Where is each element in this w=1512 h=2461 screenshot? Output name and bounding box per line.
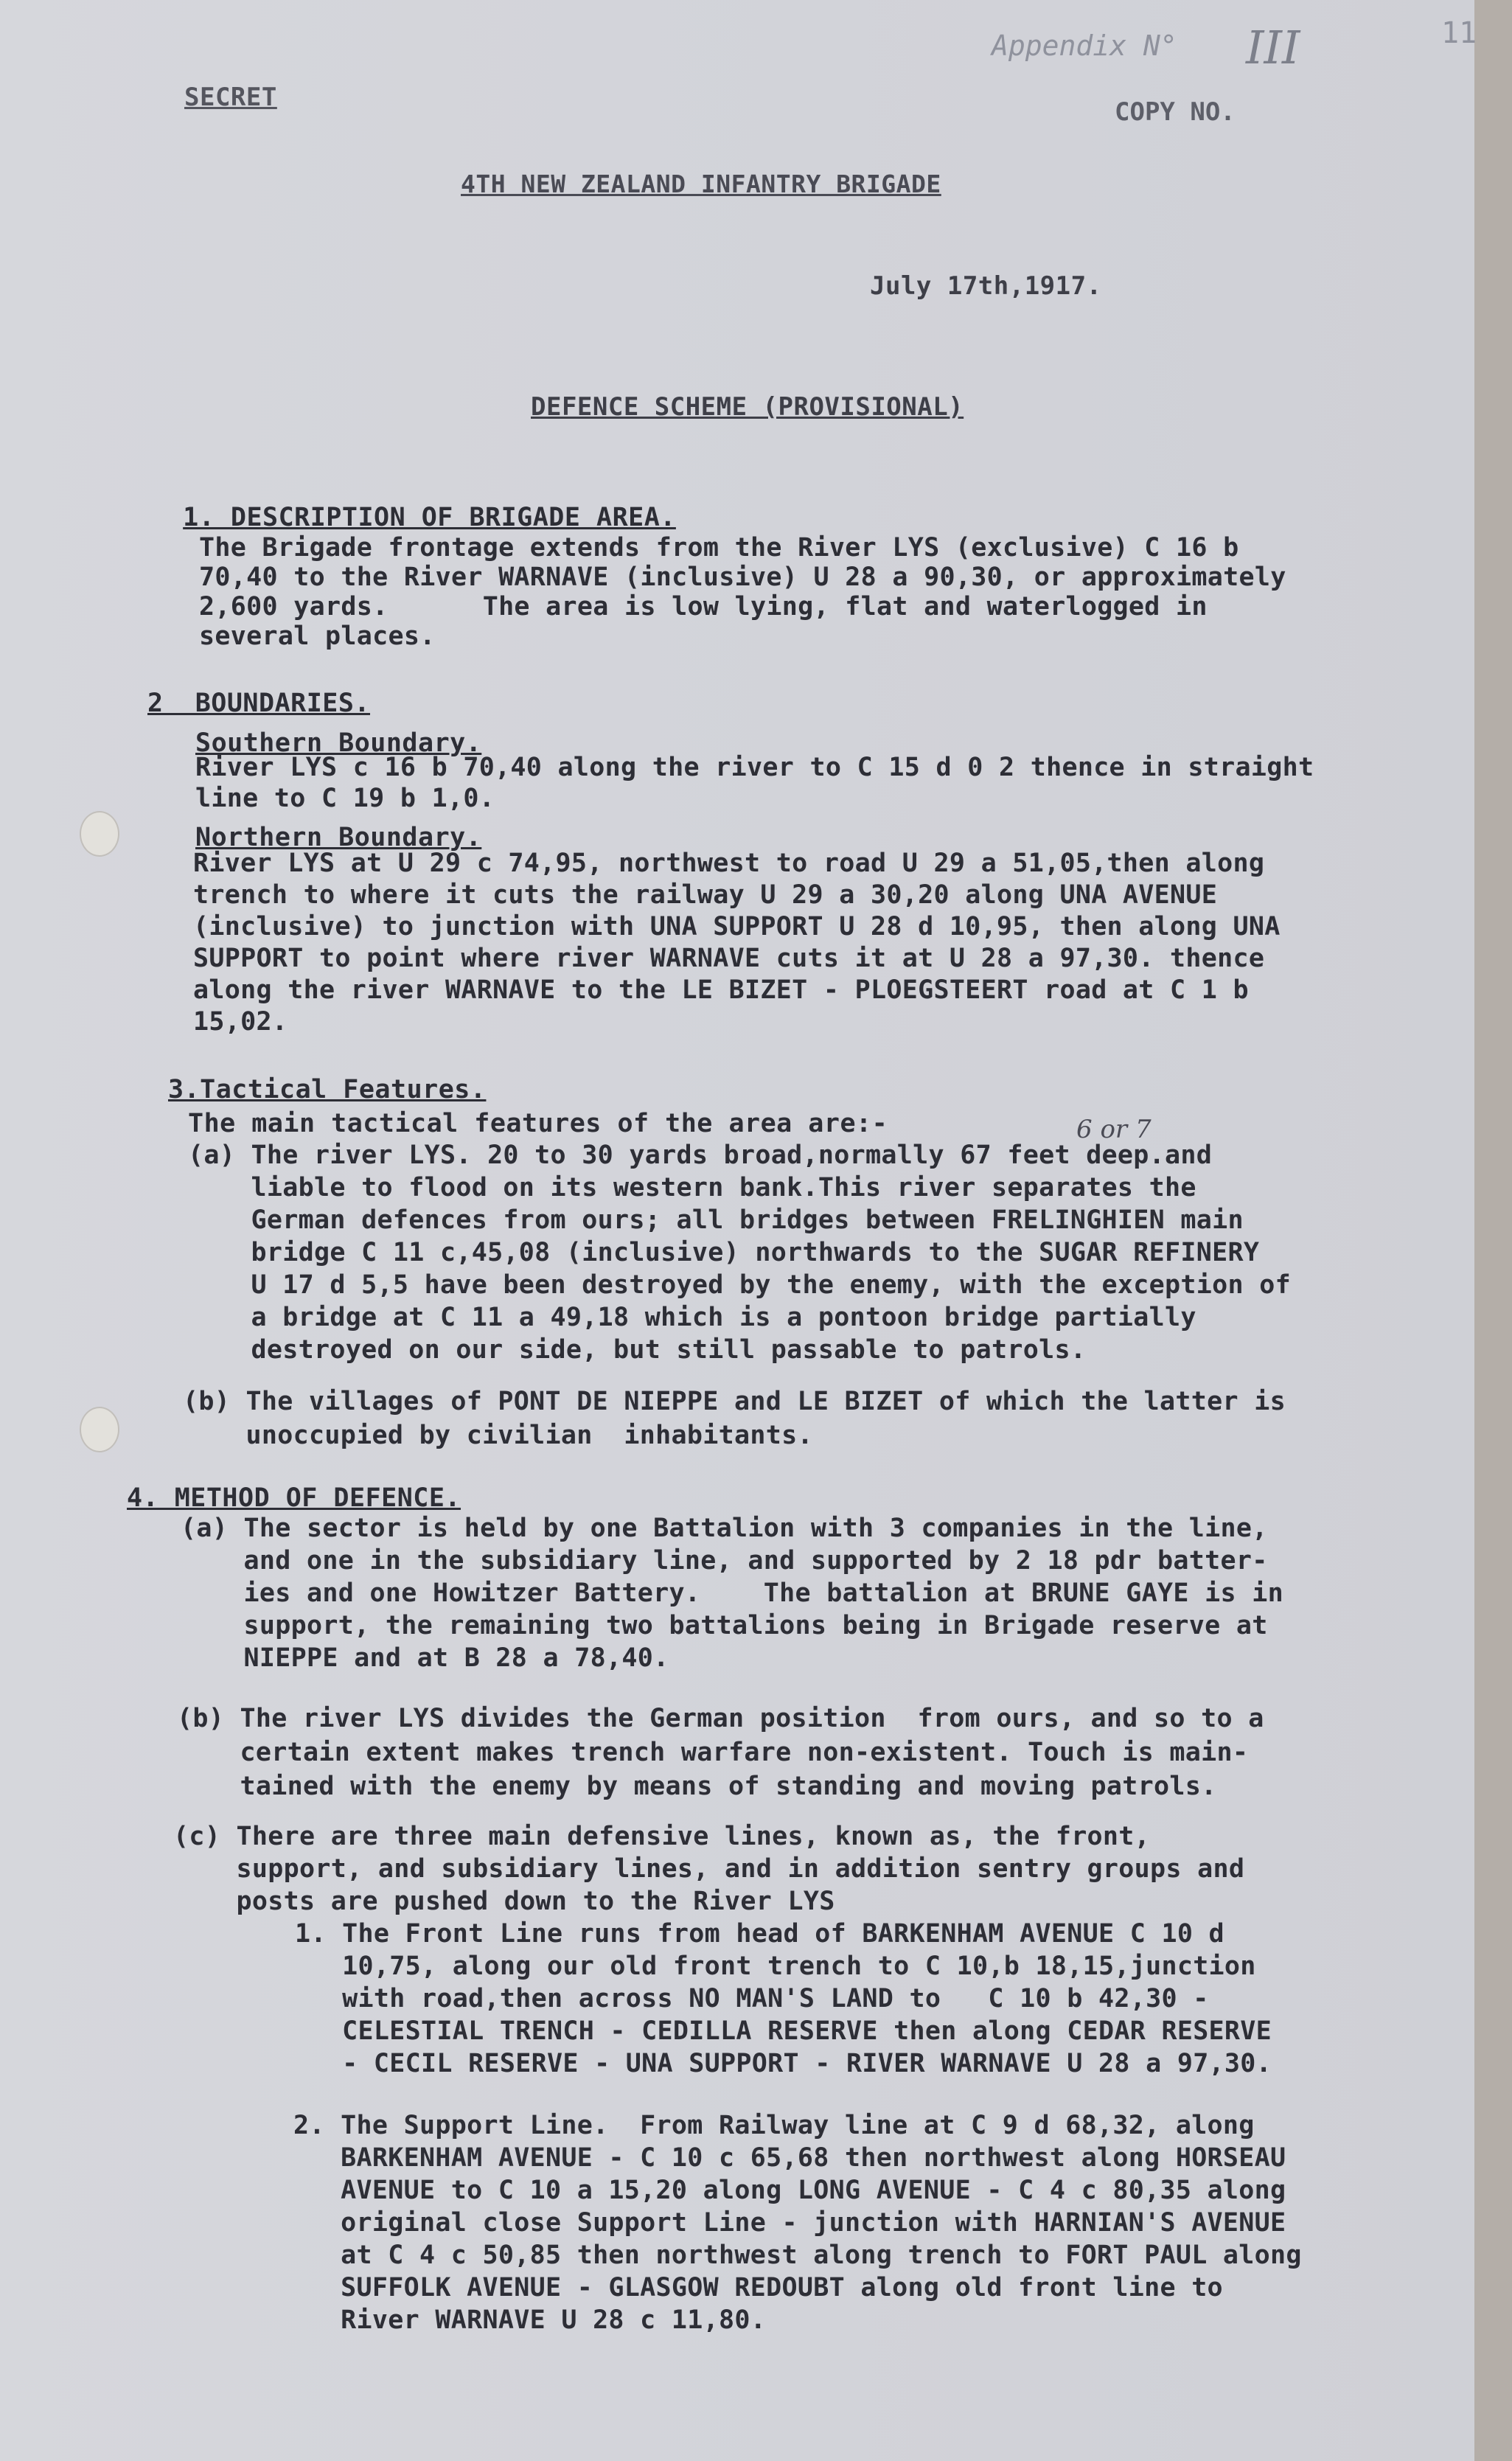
appendix-stamp: Appendix N° xyxy=(992,29,1177,62)
support-line-line: BARKENHAM AVENUE - C 10 c 65,68 then northwest along HORSEAU xyxy=(293,2143,1286,2173)
document-title: DEFENCE SCHEME (PROVISIONAL) xyxy=(531,392,964,422)
punch-hole-upper xyxy=(80,811,119,857)
front-line-subitem xyxy=(295,1919,1272,2088)
section-3-a-line: a bridge at C 11 a 49,18 which is a pontoon bridge partially xyxy=(188,1303,1196,1332)
section-4-a-line: ies and one Howitzer Battery. The battalion at BRUNE GAYE is in xyxy=(181,1578,1284,1608)
section-3-a-line: U 17 d 5,5 have been destroyed by the enemy, with the exception of xyxy=(188,1270,1292,1300)
section-4-b-line: certain extent makes trench warfare non-existent. Touch is main- xyxy=(177,1738,1249,1767)
front-line-line: with road,then across NO MAN'S LAND to C 10 b 42,30 - xyxy=(295,1984,1209,2013)
section-1-body xyxy=(199,533,1286,658)
front-line-line: 10,75, along our old front trench to C 10,b 18,15,junction xyxy=(295,1952,1256,1981)
section-3-heading: 3.Tactical Features. xyxy=(168,1075,487,1104)
support-line-line: AVENUE to C 10 a 15,20 along LONG AVENUE - C 4 c 80,35 along xyxy=(293,2176,1286,2205)
section-4-item-a xyxy=(181,1514,1284,1682)
front-line-line: 1. The Front Line runs from head of BARKENHAM AVENUE C 10 d xyxy=(295,1919,1224,1949)
section-4-a-line: support, the remaining two battalions being in Brigade reserve at xyxy=(181,1611,1268,1640)
southern-boundary-heading: Southern Boundary. xyxy=(195,728,482,758)
document-date: July 17th,1917. xyxy=(870,271,1102,301)
section-4-heading: 4. METHOD OF DEFENCE. xyxy=(127,1483,461,1513)
northern-boundary-body xyxy=(193,849,1281,1045)
handwritten-depth-correction: 6 or 7 xyxy=(1076,1115,1152,1144)
section-4-c-line: (c) There are three main defensive lines, known as, the front, xyxy=(173,1822,1151,1851)
support-line-line: at C 4 c 50,85 then northwest along trench to FORT PAUL along xyxy=(293,2241,1302,2270)
northern-boundary-line: trench to where it cuts the railway U 29 a 30,20 along UNA AVENUE xyxy=(193,880,1218,910)
section-1-line: 2,600 yards. The area is low lying, flat and waterlogged in xyxy=(199,592,1208,622)
page-edge-background xyxy=(1474,0,1512,2461)
southern-boundary-body xyxy=(195,753,1314,821)
support-line-line: 2. The Support Line. From Railway line at C 9 d 68,32, along xyxy=(293,2111,1255,2140)
section-2-heading: 2 BOUNDARIES. xyxy=(147,689,371,718)
section-1-line: The Brigade frontage extends from the River LYS (exclusive) C 16 b xyxy=(199,533,1239,563)
section-4-a-line: (a) The sector is held by one Battalion with 3 companies in the line, xyxy=(181,1514,1268,1543)
northern-boundary-line: River LYS at U 29 c 74,95, northwest to road U 29 a 51,05,then along xyxy=(193,849,1265,878)
support-line-line: River WARNAVE U 28 c 11,80. xyxy=(293,2305,767,2335)
punch-hole-lower xyxy=(80,1407,119,1452)
section-3-b-line: (b) The villages of PONT DE NIEPPE and LE BIZET of which the latter is xyxy=(183,1387,1286,1416)
section-3-intro: The main tactical features of the area are:- xyxy=(188,1109,888,1138)
section-4-c-line: support, and subsidiary lines, and in addition sentry groups and xyxy=(173,1854,1245,1884)
northern-boundary-heading: Northern Boundary. xyxy=(195,823,482,852)
classification-secret: SECRET xyxy=(184,83,277,112)
section-3-item-b xyxy=(183,1387,1286,1461)
support-line-line: SUFFOLK AVENUE - GLASGOW REDOUBT along old front line to xyxy=(293,2273,1223,2302)
page-number: 11 xyxy=(1441,16,1477,50)
section-3-item-a xyxy=(188,1141,1292,1374)
section-3-a-line: German defences from ours; all bridges between FRELINGHIEN main xyxy=(188,1205,1244,1235)
front-line-line: - CECIL RESERVE - UNA SUPPORT - RIVER WARNAVE U 28 a 97,30. xyxy=(295,2049,1272,2078)
section-4-a-line: and one in the subsidiary line, and supported by 2 18 pdr batter- xyxy=(181,1546,1268,1576)
section-3-a-line: (a) The river LYS. 20 to 30 yards broad,normally 67 feet deep.and xyxy=(188,1141,1213,1170)
section-4-b-line: (b) The river LYS divides the German position from ours, and so to a xyxy=(177,1704,1264,1733)
unit-heading: 4TH NEW ZEALAND INFANTRY BRIGADE xyxy=(461,170,941,198)
section-1-heading xyxy=(151,469,676,534)
section-1-line: several places. xyxy=(199,622,436,651)
section-4-item-b xyxy=(177,1704,1264,1812)
southern-boundary-line: line to C 19 b 1,0. xyxy=(195,784,495,813)
section-1-line: 70,40 to the River WARNAVE (inclusive) U 28 a 90,30, or approximately xyxy=(199,563,1286,592)
section-1-heading-text: 1. DESCRIPTION OF BRIGADE AREA. xyxy=(183,503,676,532)
support-line-subitem xyxy=(293,2111,1302,2345)
section-3-b-line: unoccupied by civilian inhabitants. xyxy=(183,1421,813,1450)
northern-boundary-line: along the river WARNAVE to the LE BIZET - PLOEGSTEERT road at C 1 b xyxy=(193,975,1249,1005)
section-3-a-line: destroyed on our side, but still passable to patrols. xyxy=(188,1335,1087,1365)
section-3-a-line: liable to flood on its western bank.This river separates the xyxy=(188,1173,1196,1202)
support-line-line: original close Support Line - junction with HARNIAN'S AVENUE xyxy=(293,2208,1286,2238)
northern-boundary-line: 15,02. xyxy=(193,1007,288,1037)
copy-number-label: COPY NO. xyxy=(1115,97,1236,127)
section-4-a-line: NIEPPE and at B 28 a 78,40. xyxy=(181,1643,669,1673)
section-4-c-line: posts are pushed down to the River LYS xyxy=(173,1887,835,1916)
northern-boundary-line: (inclusive) to junction with UNA SUPPORT U 28 d 10,95, then along UNA xyxy=(193,912,1281,941)
section-4-b-line: tained with the enemy by means of standing and moving patrols. xyxy=(177,1772,1217,1801)
northern-boundary-line: SUPPORT to point where river WARNAVE cuts it at U 28 a 97,30. thence xyxy=(193,944,1265,973)
southern-boundary-line: River LYS c 16 b 70,40 along the river to C 15 d 0 2 thence in straight xyxy=(195,753,1314,782)
section-3-a-line: bridge C 11 c,45,08 (inclusive) northwards to the SUGAR REFINERY xyxy=(188,1238,1260,1267)
section-4-item-c xyxy=(173,1822,1245,1926)
front-line-line: CELESTIAL TRENCH - CEDILLA RESERVE then along CEDAR RESERVE xyxy=(295,2016,1272,2046)
appendix-number-handwritten: III xyxy=(1246,21,1300,74)
